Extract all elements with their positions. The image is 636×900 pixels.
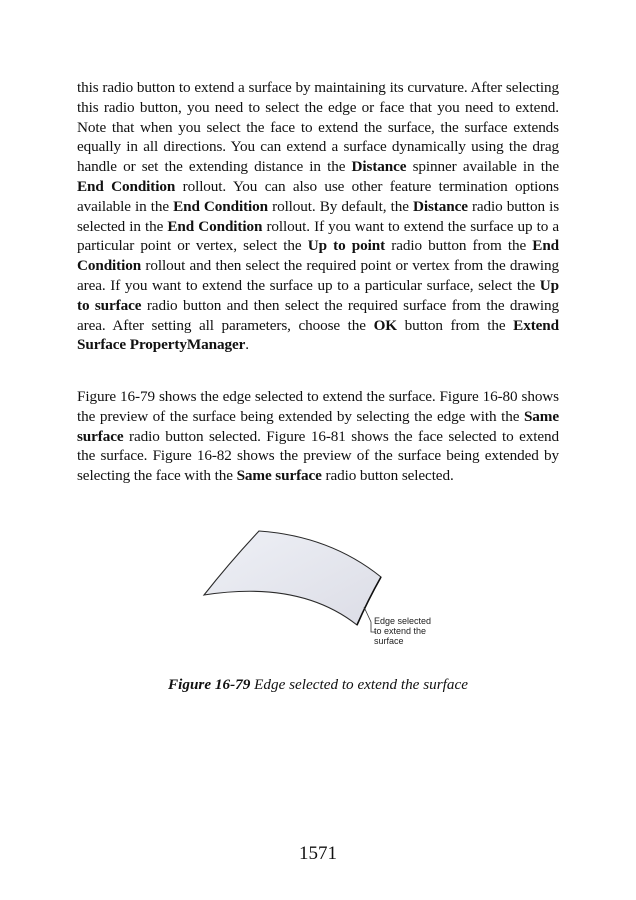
callout-label-line-1: Edge selected xyxy=(374,616,432,626)
figure-caption: Figure 16-79 Edge selected to extend the surface xyxy=(168,676,468,693)
curved-surface xyxy=(204,531,381,625)
callout-label-line-2: to extend the xyxy=(374,626,427,636)
page-number: 1571 xyxy=(299,843,337,864)
callout-label-line-3: surface xyxy=(374,636,404,646)
figure-16-79-illustration xyxy=(200,522,440,652)
body-paragraph-extension-options: this radio button to extend a surface by maintaining its curvature. After selecting this radio button, you need to select the edge or face that you need to extend. Note that when you select the face to extend the surface, the surface extends equally in all directions. You can extend a surface dynamically using the drag handle or set the extending distance in the Distance spinner available in the End Condition rollout. You can also use other feature termination options available in the End Condition rollout. By default, the Distance radio button is selected in the End Condition rollout. If you want to extend the surface up to a particular point or vertex, select the Up to point radio button from the End Condition rollout and then select the required point or vertex from the drawing area. If you want to extend the surface up to a particular surface, select the Up to surface radio button and then select the required surface from the drawing area. After setting all parameters, choose the OK button from the Extend Surface PropertyManager. xyxy=(77,79,560,354)
body-paragraph-figure-references: Figure 16-79 shows the edge selected to extend the surface. Figure 16-80 shows the preview of the surface being extended by selecting the edge with the Same surface radio button selected. Figure 16-81 shows the face selected to extend the surface. Figure 16-82 shows the preview of the surface being extended by selecting the face with the Same surface radio button selected. xyxy=(77,388,559,485)
